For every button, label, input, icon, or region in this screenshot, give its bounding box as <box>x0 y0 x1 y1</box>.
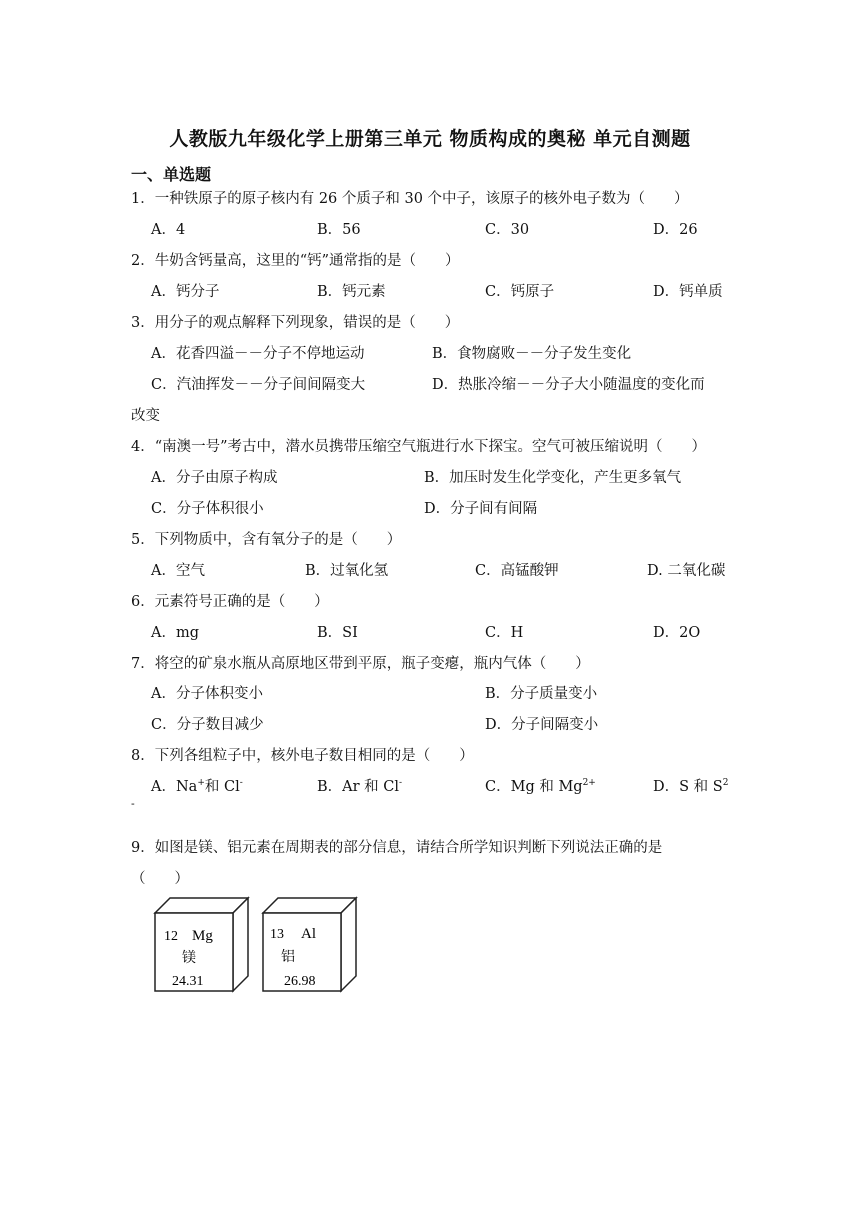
page-title: 人教版九年级化学上册第三单元 物质构成的奥秘 单元自测题 <box>169 128 691 150</box>
question-6-option-d[interactable]: D．2O <box>653 625 701 641</box>
question-7-stem: 7．将空的矿泉水瓶从高原地区带到平原，瓶子变瘪，瓶内气体（ ） <box>131 656 590 672</box>
question-9-wrap: （ ） <box>131 871 189 887</box>
question-8-stem: 8．下列各组粒子中，核外电子数目相同的是（ ） <box>131 748 474 764</box>
mg-mass: 24.31 <box>172 974 204 989</box>
question-3-option-d[interactable]: D．热胀冷缩－－分子大小随温度的变化而 <box>432 377 705 393</box>
al-symbol: Al <box>301 926 316 942</box>
option-b-text: B．Ar 和 Cl <box>317 779 400 795</box>
option-d-text: D．S 和 S <box>653 779 723 795</box>
question-2-stem: 2．牛奶含钙量高，这里的“钙”通常指的是（ ） <box>131 253 460 269</box>
question-3-option-b[interactable]: B．食物腐败－－分子发生变化 <box>432 346 632 362</box>
question-3-stem: 3．用分子的观点解释下列现象，错误的是（ ） <box>131 315 460 331</box>
question-8-wrap: - <box>131 797 135 810</box>
section-heading: 一、单选题 <box>131 165 212 184</box>
question-8-option-d[interactable] <box>653 775 728 796</box>
question-9-stem: 9．如图是镁、铝元素在周期表的部分信息，请结合所学知识判断下列说法正确的是 <box>131 840 663 856</box>
question-5-option-c[interactable]: C．高锰酸钾 <box>475 563 559 579</box>
element-box-mg <box>155 898 248 991</box>
question-2-option-d[interactable]: D．钙单质 <box>653 284 723 300</box>
al-number: 13 <box>270 927 284 942</box>
question-5-stem: 5．下列物质中，含有氧分子的是（ ） <box>131 532 402 548</box>
option-c-charge: 2+ <box>582 778 596 788</box>
question-5-option-b[interactable]: B．过氧化氢 <box>305 563 389 579</box>
element-boxes-figure <box>153 896 363 996</box>
question-2-option-a[interactable]: A．钙分子 <box>151 284 220 300</box>
question-4-stem: 4．“南澳一号”考古中，潜水员携带压缩空气瓶进行水下探宝。空气可被压缩说明（ ） <box>131 439 707 455</box>
question-1-option-c[interactable]: C．30 <box>485 222 530 238</box>
mg-symbol: Mg <box>192 928 213 944</box>
question-4-option-a[interactable]: A．分子由原子构成 <box>151 470 278 486</box>
option-b-charge: - <box>399 778 403 788</box>
question-6-option-b[interactable]: B．SI <box>317 625 358 641</box>
element-box-al <box>263 898 356 991</box>
question-3-option-a[interactable]: A．花香四溢－－分子不停地运动 <box>151 346 365 362</box>
question-7-option-d[interactable]: D．分子间隔变小 <box>485 717 599 733</box>
question-5-option-d[interactable]: D. 二氧化碳 <box>647 563 726 579</box>
question-1-option-b[interactable]: B．56 <box>317 222 361 238</box>
question-6-option-c[interactable]: C．H <box>485 625 524 641</box>
option-d-charge: 2 <box>722 778 729 788</box>
question-1-option-d[interactable]: D．26 <box>653 222 698 238</box>
question-7-option-b[interactable]: B．分子质量变小 <box>485 686 598 702</box>
option-a-charge-2: - <box>239 778 243 788</box>
question-4-option-c[interactable]: C．分子体积很小 <box>151 501 264 517</box>
question-8-option-b[interactable] <box>317 775 402 796</box>
mg-name: 镁 <box>182 950 196 966</box>
question-6-stem: 6．元素符号正确的是（ ） <box>131 594 329 610</box>
question-4-option-b[interactable]: B．加压时发生化学变化，产生更多氧气 <box>424 470 682 486</box>
question-5-option-a[interactable]: A．空气 <box>151 563 205 579</box>
option-a-charge-1: + <box>197 778 205 788</box>
option-a-text-2: 和 Cl <box>204 779 240 795</box>
question-2-option-c[interactable]: C．钙原子 <box>485 284 555 300</box>
question-1-stem: 1．一种铁原子的原子核内有 26 个质子和 30 个中子，该原子的核外电子数为（ ） <box>131 191 689 207</box>
question-6-option-a[interactable]: A．mg <box>151 625 200 641</box>
question-1-option-a[interactable]: A．4 <box>151 222 186 238</box>
question-3-option-c[interactable]: C．汽油挥发－－分子间间隔变大 <box>151 377 366 393</box>
question-4-option-d[interactable]: D．分子间有间隔 <box>424 501 538 517</box>
question-8-option-c[interactable] <box>485 775 596 796</box>
mg-number: 12 <box>164 929 178 944</box>
option-a-text-1: A．Na <box>151 779 198 795</box>
question-8-option-a[interactable] <box>151 775 243 796</box>
al-mass: 26.98 <box>284 974 316 989</box>
question-7-option-c[interactable]: C．分子数目减少 <box>151 717 264 733</box>
option-c-text: C．Mg 和 Mg <box>485 779 583 795</box>
question-7-option-a[interactable]: A．分子体积变小 <box>151 686 263 702</box>
question-3-wrap: 改变 <box>131 408 160 424</box>
al-name: 铝 <box>281 949 295 965</box>
question-2-option-b[interactable]: B．钙元素 <box>317 284 386 300</box>
